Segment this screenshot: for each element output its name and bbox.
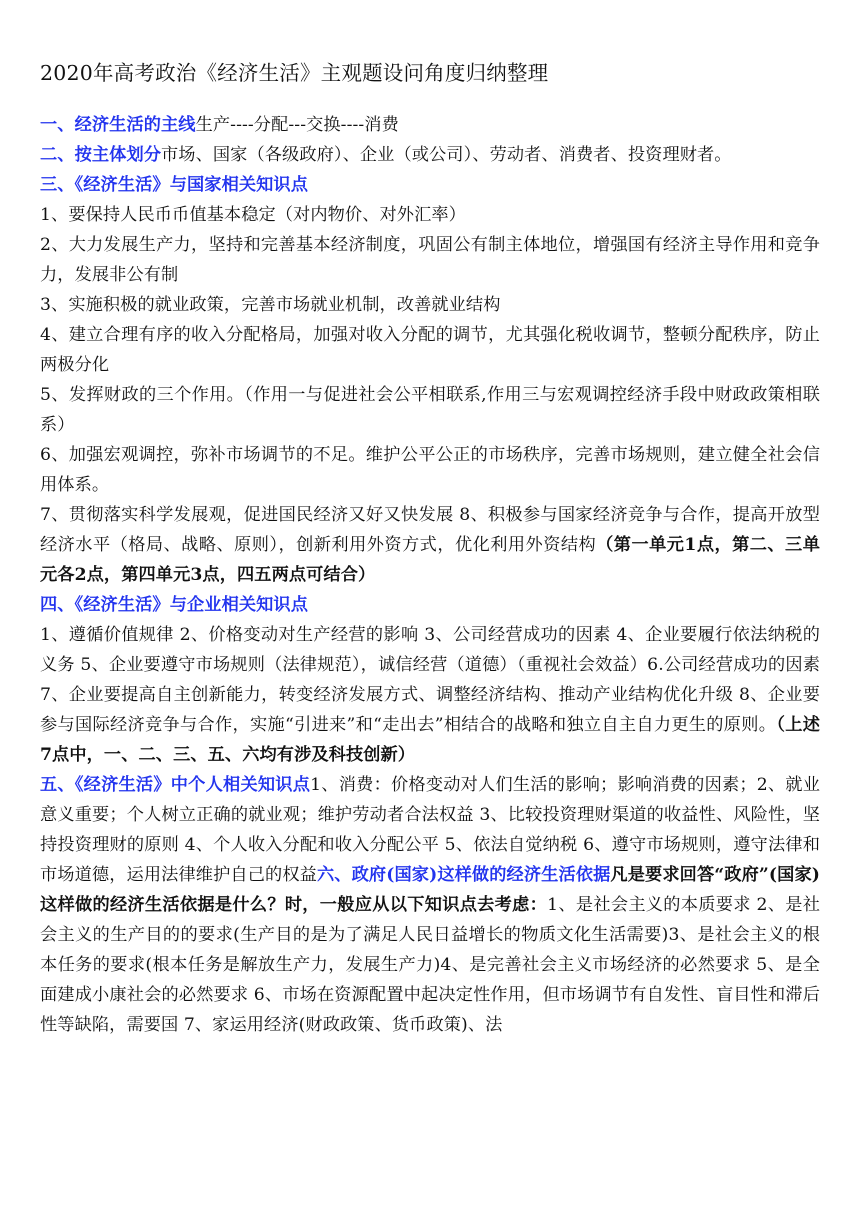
section-3-item-4: 4、建立合理有序的收入分配格局，加强对收入分配的调节，尤其强化税收调节，整顿分配秩序，防止两极分化 (40, 325, 820, 375)
section-5-heading: 五、《经济生活》中个人相关知识点 (40, 775, 311, 795)
section-3-note: （第一单元1点，第二、三单元各2点，第四单元3点，四五两点可结合） (40, 535, 820, 585)
section-1-text: 生产----分配---交换----消费 (195, 115, 399, 135)
section-3-item-2: 2、大力发展生产力，坚持和完善基本经济制度，巩固公有制主体地位，增强国有经济主导作用和竞争力，发展非公有制 (40, 235, 820, 285)
document-title: 2020年高考政治《经济生活》主观题设问角度归纳整理 (40, 61, 549, 85)
section-3-heading: 三、《经济生活》与国家相关知识点 (40, 175, 309, 195)
section-1 (40, 110, 820, 140)
section-3-item-7-text: 7、贯彻落实科学发展观，促进国民经济又好又快发展 8、积极参与国家经济竞争与合作，提高开放型经济水平（格局、战略、原则），创新利用外资方式，优化利用外资结构 (40, 505, 820, 555)
section-3-item-6: 6、加强宏观调控，弥补市场调节的不足。维护公平公正的市场秩序，完善市场规则，建立健全社会信用体系。 (40, 445, 820, 495)
section-6-text: 1、是社会主义的本质要求 2、是社会主义的生产目的的要求(生产目的是为了满足人民日益增长的物质文化生活需要)3、是社会主义的根本任务的要求(根本任务是解放生产力，发展生产力)4、是完善社会主义市场经济的必然要求 5、是全面建成小康社会的必然要求 6、市场在资源配置中起决定性作用，但市场调节有自发性、盲目性和滞后性等缺陷，需要国 7、家运用经济(财政政策、货币政策)、法 (40, 895, 820, 1035)
section-4-body (40, 620, 820, 770)
section-2 (40, 140, 820, 170)
section-1-heading: 一、经济生活的主线 (40, 115, 196, 135)
section-5-text: 1、消费：价格变动对人们生活的影响；影响消费的因素；2、就业意义重要；个人树立正确的就业观；维护劳动者合法权益 3、比较投资理财渠道的收益性、风险性，坚持投资理财的原则 4、个人收入分配和收入分配公平 5、依法自觉纳税 6、遵守市场规则，遵守法律和市场道德，运用法律维护自己的权益 (40, 775, 820, 885)
section-6-heading: 六、政府(国家)这样做的经济生活依据 (316, 865, 611, 885)
document-body (40, 110, 820, 1040)
section-3-item-5: 5、发挥财政的三个作用。（作用一与促进社会公平相联系,作用三与宏观调控经济手段中财政政策相联系） (40, 385, 820, 435)
section-4-text: 1、遵循价值规律 2、价格变动对生产经营的影响 3、公司经营成功的因素 4、企业要履行依法纳税的义务 5、企业要遵守市场规则（法律规范），诚信经营（道德）（重视社会效益）6.公司经营成功的因素 7、企业要提高自主创新能力，转变经济发展方式、调整经济结构、推动产业结构优化升级 8、企业要参与国际经济竞争与合作，实施“引进来”和“走出去”相结合的战略和独立自主自力更生的原则。 (40, 625, 820, 735)
section-2-text: 市场、国家（各级政府）、企业（或公司）、劳动者、消费者、投资理财者。 (161, 145, 732, 165)
section-6-question: 凡是要求回答“政府”(国家)这样做的经济生活依据是什么？时，一般应从以下知识点去考虑： (40, 865, 820, 915)
section-4-heading: 四、《经济生活》与企业相关知识点 (40, 595, 309, 615)
section-5-6-body (40, 770, 820, 1040)
section-3-item-1: 1、要保持人民币币值基本稳定（对内物价、对外汇率） (40, 205, 466, 225)
section-4-note: （上述7点中，一、二、三、五、六均有涉及科技创新） (40, 715, 820, 765)
section-3-item-3: 3、实施积极的就业政策，完善市场就业机制，改善就业结构 (40, 295, 501, 315)
section-2-heading: 二、按主体划分 (40, 145, 162, 165)
section-3-item-7 (40, 500, 820, 590)
